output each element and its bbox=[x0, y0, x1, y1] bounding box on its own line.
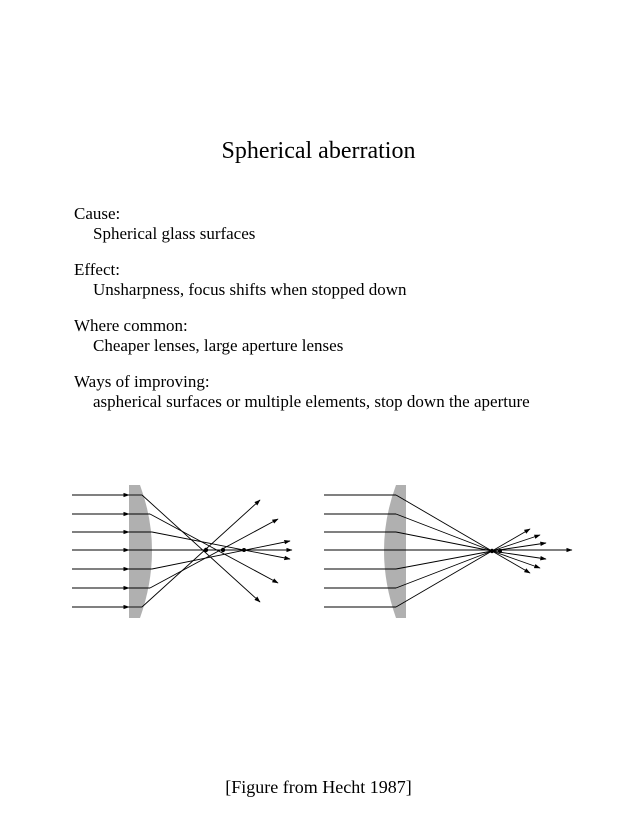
focal-point bbox=[204, 548, 208, 552]
section-label: Ways of improving: bbox=[74, 372, 210, 391]
refracted-rays-right bbox=[324, 495, 572, 607]
focal-point bbox=[498, 549, 502, 553]
lens-ray-diagram bbox=[60, 475, 590, 625]
focal-point bbox=[221, 548, 225, 552]
section-body: Unsharpness, focus shifts when stopped down bbox=[93, 279, 407, 299]
section-cause bbox=[74, 204, 554, 243]
section-label: Effect: bbox=[74, 260, 120, 279]
page-title: Spherical aberration bbox=[221, 138, 416, 164]
section-body: Cheaper lenses, large aperture lenses bbox=[93, 335, 344, 355]
section-where-common bbox=[74, 316, 554, 355]
section-effect bbox=[74, 260, 554, 299]
focal-point bbox=[242, 548, 246, 552]
spherical-lens-diagram bbox=[72, 485, 292, 618]
section-label: Where common: bbox=[74, 316, 188, 335]
figure-caption: [Figure from Hecht 1987] bbox=[225, 777, 412, 797]
focal-point bbox=[490, 549, 494, 553]
section-label: Cause: bbox=[74, 204, 121, 223]
incoming-rays-left bbox=[72, 495, 129, 607]
section-body: Spherical glass surfaces bbox=[93, 223, 256, 243]
plano-convex-lens-right bbox=[384, 485, 406, 618]
corrected-lens-diagram bbox=[324, 485, 572, 618]
section-body: aspherical surfaces or multiple elements, stop down the aperture bbox=[93, 391, 530, 411]
refracted-rays-left bbox=[129, 495, 292, 607]
plano-convex-lens-left bbox=[129, 485, 152, 618]
section-ways-of-improving bbox=[74, 372, 554, 411]
